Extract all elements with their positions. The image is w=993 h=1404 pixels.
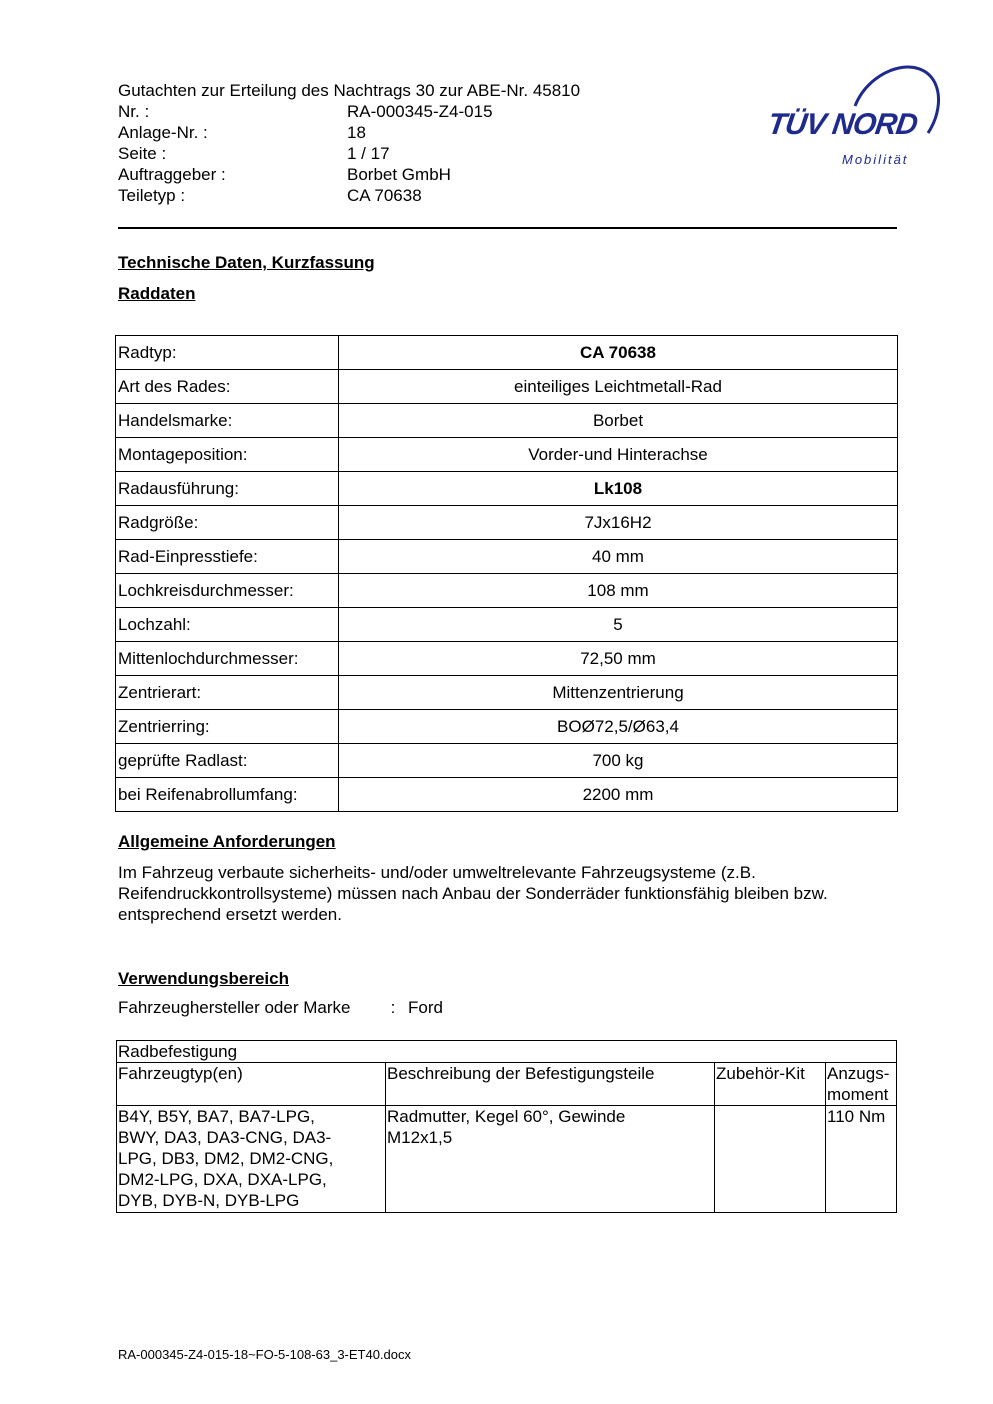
moment-cell: 110 Nm <box>826 1106 897 1213</box>
header-row-auftraggeber <box>118 164 738 185</box>
row-value: 700 kg <box>339 744 898 778</box>
mounting-table <box>116 1040 897 1213</box>
row-label: Zentrierring: <box>116 710 339 744</box>
types-line: DYB, DYB-N, DYB-LPG <box>118 1191 300 1210</box>
row-value: 5 <box>339 608 898 642</box>
description-cell <box>386 1106 715 1213</box>
row-value: Vorder-und Hinterachse <box>339 438 898 472</box>
tuv-nord-logo <box>760 58 945 173</box>
table-row <box>116 540 898 574</box>
usage-line <box>118 998 443 1018</box>
vehicle-types-cell <box>117 1106 386 1213</box>
header-value: 18 <box>347 123 366 142</box>
row-value: 108 mm <box>339 574 898 608</box>
row-value: einteiliges Leichtmetall-Rad <box>339 370 898 404</box>
footer-filename: RA-000345-Z4-015-18~FO-5-108-63_3-ET40.docx <box>118 1347 412 1362</box>
table-row <box>116 710 898 744</box>
row-label: Mittenlochdurchmesser: <box>116 642 339 676</box>
table-row <box>116 744 898 778</box>
table-row <box>117 1106 897 1213</box>
row-value: 7Jx16H2 <box>339 506 898 540</box>
table-row <box>116 370 898 404</box>
document-header <box>118 80 738 206</box>
row-label: Art des Rades: <box>116 370 339 404</box>
row-label: Rad-Einpresstiefe: <box>116 540 339 574</box>
header-moment-line: Anzugs- <box>827 1064 890 1083</box>
row-label: Zentrierart: <box>116 676 339 710</box>
types-line: LPG, DB3, DM2, DM2-CNG, <box>118 1149 334 1168</box>
logo-word: TÜV NORD <box>765 108 920 141</box>
table-row <box>116 404 898 438</box>
table-row <box>116 336 898 370</box>
header-value: 1 / 17 <box>347 144 390 163</box>
row-label: Radausführung: <box>116 472 339 506</box>
header-cell: Zubehör-Kit <box>715 1063 826 1106</box>
row-value: CA 70638 <box>339 336 898 370</box>
tech-heading: Technische Daten, Kurzfassung <box>118 253 375 272</box>
header-value: RA-000345-Z4-015 <box>347 102 493 121</box>
table-title-row <box>117 1041 897 1063</box>
row-label: Lochzahl: <box>116 608 339 642</box>
header-row-teiletyp <box>118 185 738 206</box>
header-cell-moment <box>826 1063 897 1106</box>
row-label: Radgröße: <box>116 506 339 540</box>
row-label: Handelsmarke: <box>116 404 339 438</box>
row-label: Lochkreisdurchmesser: <box>116 574 339 608</box>
header-value: CA 70638 <box>347 186 422 205</box>
header-moment-line: moment <box>827 1085 889 1104</box>
table-title: Radbefestigung <box>117 1041 897 1063</box>
header-value: Borbet GmbH <box>347 165 451 184</box>
header-key: Nr. : <box>118 102 150 121</box>
row-label: Radtyp: <box>116 336 339 370</box>
types-line: B4Y, B5Y, BA7, BA7-LPG, <box>118 1107 315 1126</box>
usage-value: Ford <box>408 998 443 1017</box>
table-row <box>116 574 898 608</box>
row-value: Lk108 <box>339 472 898 506</box>
header-row-seite <box>118 143 738 164</box>
row-value: 2200 mm <box>339 778 898 812</box>
table-row <box>116 506 898 540</box>
header-title: Gutachten zur Erteilung des Nachtrags 30 zur ABE-Nr. 45810 <box>118 81 581 100</box>
table-header-row <box>117 1063 897 1106</box>
wheel-data-table <box>115 335 898 812</box>
verwendung-heading: Verwendungsbereich <box>118 969 289 988</box>
row-value: Borbet <box>339 404 898 438</box>
desc-line: M12x1,5 <box>387 1128 453 1147</box>
table-row <box>116 438 898 472</box>
row-value: Mittenzentrierung <box>339 676 898 710</box>
row-value: BOØ72,5/Ø63,4 <box>339 710 898 744</box>
usage-label: Fahrzeughersteller oder Marke <box>118 998 351 1017</box>
row-label: geprüfte Radlast: <box>116 744 339 778</box>
row-label: bei Reifenabrollumfang: <box>116 778 339 812</box>
header-key: Teiletyp : <box>118 186 186 205</box>
types-line: BWY, DA3, DA3-CNG, DA3- <box>118 1128 332 1147</box>
header-key: Seite : <box>118 144 167 163</box>
table-row <box>116 472 898 506</box>
usage-sep: : <box>390 998 396 1017</box>
raddaten-heading: Raddaten <box>118 284 196 303</box>
header-cell: Beschreibung der Befestigungsteile <box>386 1063 715 1106</box>
header-key: Auftraggeber : <box>118 165 226 184</box>
allg-heading: Allgemeine Anforderungen <box>118 832 336 851</box>
table-row <box>116 608 898 642</box>
allg-paragraph: Im Fahrzeug verbaute sicherheits- und/oder umweltrelevante Fahrzeugsysteme (z.B. Reifendruckkontrollsysteme) müssen nach Anbau der Sonderräder funktionsfähig bleiben bzw. entsprechend ersetzt werden. <box>118 863 828 924</box>
header-key: Anlage-Nr. : <box>118 123 208 142</box>
row-value: 40 mm <box>339 540 898 574</box>
logo-subtitle: Mobilität <box>842 152 909 167</box>
header-divider <box>118 227 897 229</box>
header-row-nr <box>118 101 738 122</box>
row-value: 72,50 mm <box>339 642 898 676</box>
row-label: Montageposition: <box>116 438 339 472</box>
table-row <box>116 778 898 812</box>
header-cell: Fahrzeugtyp(en) <box>117 1063 386 1106</box>
desc-line: Radmutter, Kegel 60°, Gewinde <box>387 1107 626 1126</box>
kit-cell <box>715 1106 826 1213</box>
header-row-anlage <box>118 122 738 143</box>
table-row <box>116 676 898 710</box>
table-row <box>116 642 898 676</box>
types-line: DM2-LPG, DXA, DXA-LPG, <box>118 1170 327 1189</box>
